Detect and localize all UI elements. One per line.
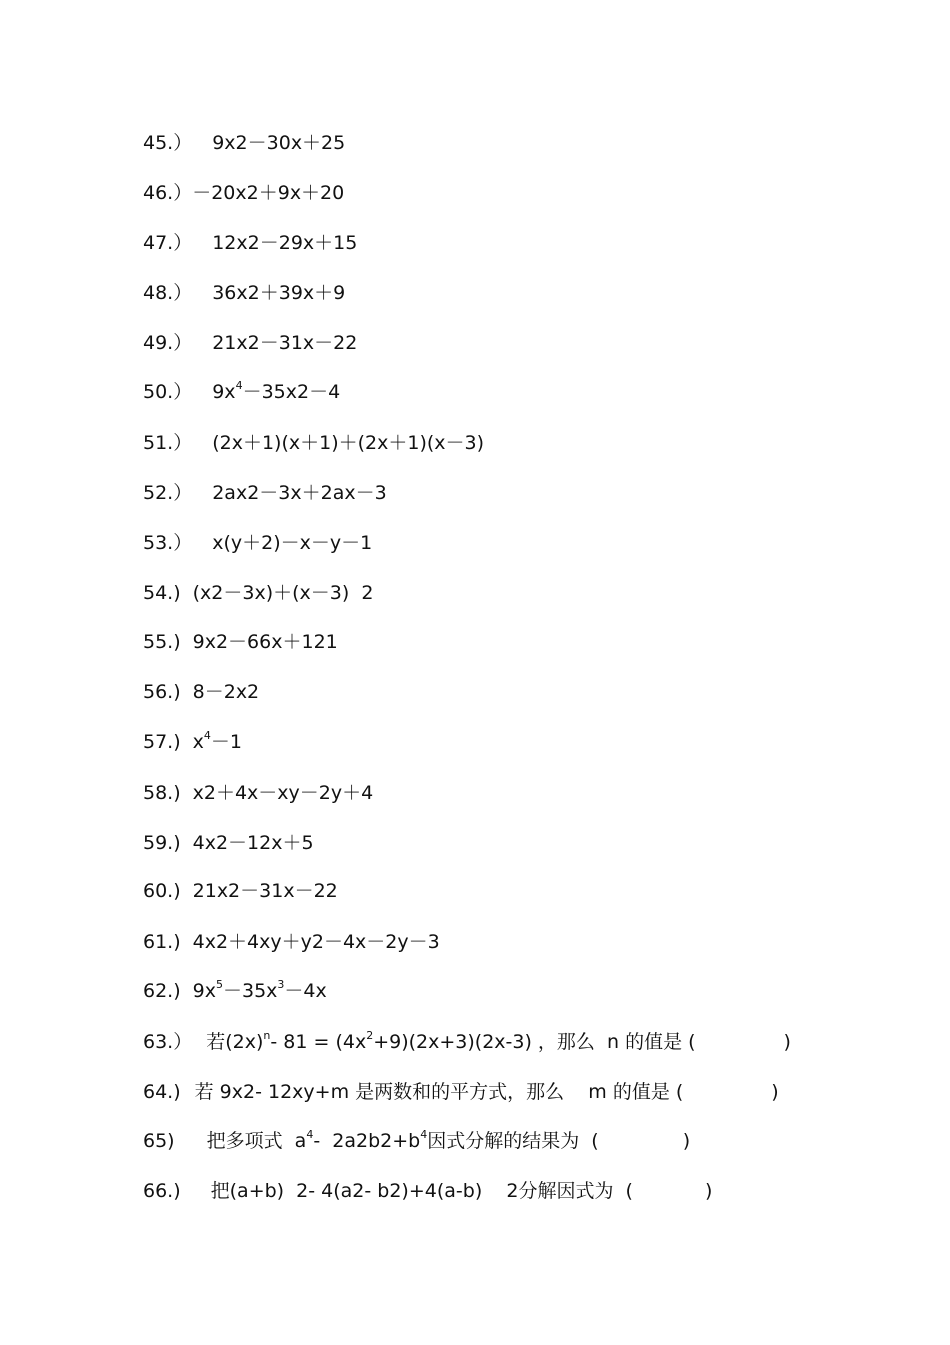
problem-expression: (2x＋1)(x＋1)＋(2x＋1)(x－3) — [212, 432, 485, 454]
problem-expression: 2ax2－3x＋2ax－3 — [212, 482, 387, 504]
problem-number: 51.） — [143, 432, 193, 454]
problem-expression: 21x2－31x－22 — [212, 332, 358, 354]
problem-number: 66.) — [143, 1180, 181, 1202]
problem-expression: 若$(2x)^n-$ $81 = (4x^2+9)(2x+3)(2x-3)$ ，那么 n 的值是 ( — [206, 1028, 696, 1053]
problem-57 — [143, 730, 242, 754]
problem-number: 61.) — [143, 931, 181, 953]
problem-number: 52.） — [143, 482, 193, 504]
problem-number: 60.) — [143, 880, 181, 902]
problem-46 — [143, 181, 344, 205]
problem-expression: 36x2＋39x＋9 — [212, 282, 346, 304]
problem-45 — [143, 131, 345, 155]
problem-53 — [143, 531, 372, 555]
problem-55 — [143, 630, 338, 654]
problem-59 — [143, 831, 314, 855]
problem-number: 46.） — [143, 182, 193, 204]
problem-expression: $9x^5-35x^3-4x$ — [192, 977, 327, 1002]
problem-60 — [143, 879, 338, 903]
problem-expression: (x2－3x)＋(x－3) 2 — [192, 582, 374, 604]
problem-number: 55.) — [143, 631, 181, 653]
problem-63: 63.） 若$(2x)^n-$ $81 = (4x^2+9)(2x+3)(2x-3)$ ，那么 n 的值是 ( ) — [143, 1028, 791, 1053]
problem-number: 47.） — [143, 232, 193, 254]
problem-52 — [143, 481, 387, 505]
problem-number: 65) — [143, 1130, 175, 1152]
problem-expression: x2＋4x－xy－2y＋4 — [192, 782, 374, 804]
problem-number: 49.） — [143, 332, 193, 354]
problem-58 — [143, 781, 373, 805]
problem-number: 53.） — [143, 532, 193, 554]
problem-48 — [143, 281, 345, 305]
problem-number: 63.） — [143, 1031, 193, 1053]
problem-51 — [143, 431, 484, 455]
problem-expression: 4x2＋4xy＋y2－4x－2y－3 — [192, 931, 440, 953]
problem-expression: 21x2－31x－22 — [192, 880, 338, 902]
problem-49 — [143, 331, 357, 355]
problem-number: 62.) — [143, 980, 181, 1002]
problem-56 — [143, 680, 259, 704]
problem-expression: 4x2－12x＋5 — [192, 832, 314, 854]
problem-expression: 把(a+b) 2- 4(a2- b2)+4(a-b) 2分解因式为 ( — [210, 1180, 633, 1202]
problem-47 — [143, 231, 357, 255]
problem-number: 50.） — [143, 381, 193, 403]
problem-expression: $9x^4-35x2-4$ — [212, 378, 341, 403]
problem-50 — [143, 380, 340, 404]
problem-expression: $x^4-1$ — [192, 728, 242, 753]
problem-64: 64.) 若 9x2- 12xy+m 是两数和的平方式，那么 m 的值是 ( ) — [143, 1081, 779, 1103]
problem-expression: 8－2x2 — [192, 681, 260, 703]
problem-expression: 12x2－29x＋15 — [212, 232, 358, 254]
problem-expression: x(y＋2)－x－y－1 — [212, 532, 373, 554]
problem-number: 58.) — [143, 782, 181, 804]
problem-62 — [143, 979, 327, 1003]
problem-number: 59.) — [143, 832, 181, 854]
problem-expression: 9x2－30x＋25 — [212, 132, 346, 154]
problem-expression: 把多项式 $a^4-$ $2a2b2+b^4$因式分解的结果为 ( — [206, 1127, 599, 1152]
problem-66: 66.) 把(a+b) 2- 4(a2- b2)+4(a-b) 2分解因式为 ( ) — [143, 1180, 713, 1202]
problem-number: 64.) — [143, 1081, 181, 1103]
problem-expression: －20x2＋9x＋20 — [192, 182, 345, 204]
problem-54 — [143, 581, 373, 605]
problem-number: 56.) — [143, 681, 181, 703]
problem-number: 48.） — [143, 282, 193, 304]
problem-number: 54.) — [143, 582, 181, 604]
problem-61 — [143, 930, 440, 954]
problem-expression: 9x2－66x＋121 — [192, 631, 338, 653]
problem-number: 45.） — [143, 132, 193, 154]
problem-expression: 若 9x2- 12xy+m 是两数和的平方式，那么 m 的值是 ( — [194, 1081, 684, 1103]
problem-number: 57.) — [143, 731, 181, 753]
problem-65: 65) 把多项式 $a^4-$ $2a2b2+b^4$因式分解的结果为 ( ) — [143, 1127, 691, 1152]
